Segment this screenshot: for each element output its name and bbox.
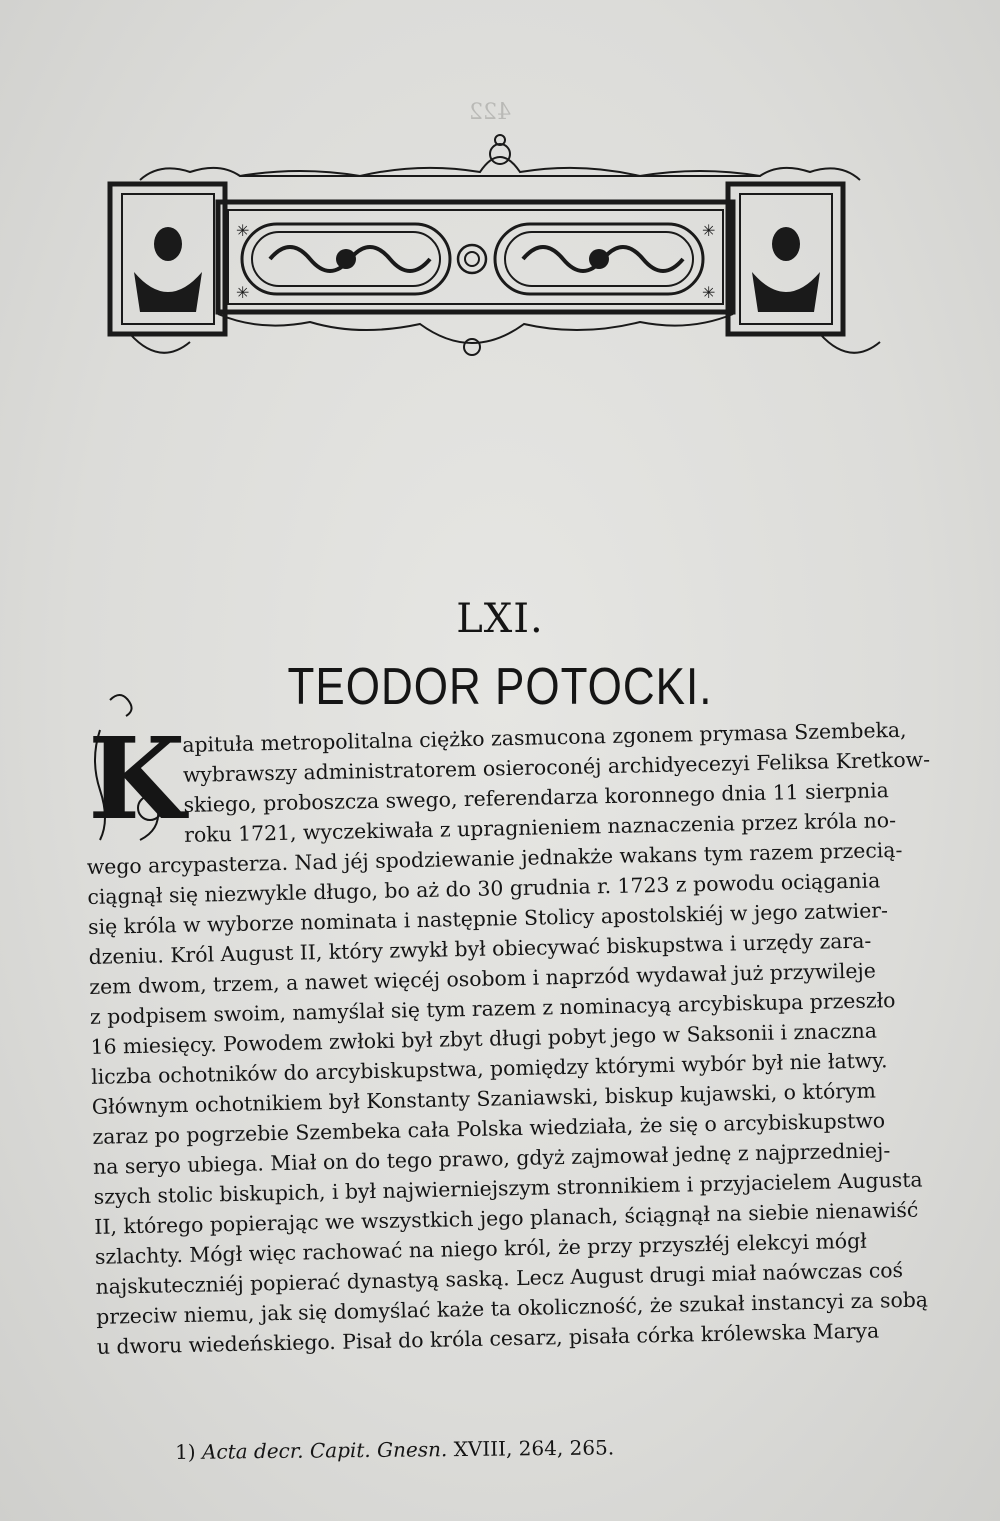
body-line: ciągnął się niezwykle długo, bo aż do 30 grudnia r. 1723 z powodu ociągania — [87, 868, 881, 909]
svg-text:✳: ✳ — [702, 283, 716, 302]
chapter-title: TEODOR POTOCKI. — [287, 658, 713, 716]
body-line: szlachty. Mógł więc rachować na niego król, że przy przyszłéj elekcyi mógł — [94, 1228, 867, 1269]
footnote — [175, 1435, 675, 1464]
body-line: wybrawszy administratorem osieroconéj archidyecezyi Feliksa Kretkow- — [182, 747, 931, 787]
body-line: Głównym ochotnikiem był Konstanty Szaniawski, biskup kujawski, o którym — [91, 1078, 877, 1119]
body-line: liczba ochotników do arcybiskupstwa, pomiędzy którymi wybór był nie łatwy. — [90, 1048, 888, 1089]
body-line: przeciw niemu, jak się domyślać każe ta okoliczność, że szukał instancyi za sobą — [96, 1287, 929, 1329]
body-line: dzeniu. Król August II, który zwykł był obiecywać biskupstwa i urzędy zara- — [88, 928, 872, 969]
footnote-marker: 1) — [175, 1439, 196, 1464]
body-line: apituła metropolitalna ciężko zasmucona zgonem prymasa Szembeka, — [182, 717, 907, 757]
body-text — [84, 715, 931, 1362]
body-line: się króla w wyborze nominata i następnie Stolicy apostolskiéj w jego zatwier- — [87, 898, 889, 939]
footnote-reference: XVIII, 264, 265. — [453, 1435, 615, 1462]
body-line: wego arcypasterza. Nad jéj spodziewanie jednakże wakans tym razem przecią- — [86, 837, 903, 879]
body-line: u dworu wiedeńskiego. Pisał do króla cesarz, pisała córka królewska Marya — [96, 1318, 880, 1359]
chapter-number: LXI. — [456, 596, 544, 642]
body-line: szych stolic biskupich, i był najwierniejszym stronnikiem i przyjacielem Augusta — [93, 1167, 923, 1209]
body-line: z podpisem swoim, namyślał się tym razem z nominacyą arcybiskupa przeszło — [89, 988, 896, 1029]
body-line: roku 1721, wyczekiwała z upragnieniem naznaczenia przez króla no- — [183, 808, 897, 847]
svg-text:K: K — [88, 714, 186, 845]
svg-text:✳: ✳ — [236, 221, 250, 240]
body-line: najskuteczniéj popierać dynastyą saską. Lecz August drugi miał naówczas coś — [95, 1257, 904, 1299]
body-line: zem dwom, trzem, a nawet więcéj osobom i naprzód wydawał już przywileje — [89, 958, 877, 999]
body-line: II, którego popierając we wszystkich jego planach, ściągnął na siebie nienawiść — [94, 1197, 919, 1239]
body-line: skiego, proboszcza swego, referendarza koronnego dnia 11 sierpnia — [183, 778, 889, 817]
footnote-source: Acta decr. Capit. Gnesn. — [201, 1437, 448, 1464]
ornamental-headpiece-icon — [100, 132, 900, 372]
bleed-through-page-number: 422 — [469, 100, 511, 125]
body-line: 16 miesięcy. Powodem zwłoki był zbyt długi pobyt jego w Saksonii i znaczna — [90, 1018, 878, 1059]
body-line: na seryo ubiega. Miał on do tego prawo, gdyż zajmował jednę z najprzedniej- — [92, 1138, 891, 1179]
body-line: zaraz po pogrzebie Szembeka cała Polska wiedziała, że się o arcybiskupstwo — [92, 1108, 886, 1149]
svg-text:✳: ✳ — [236, 283, 250, 302]
svg-text:✳: ✳ — [702, 221, 716, 240]
